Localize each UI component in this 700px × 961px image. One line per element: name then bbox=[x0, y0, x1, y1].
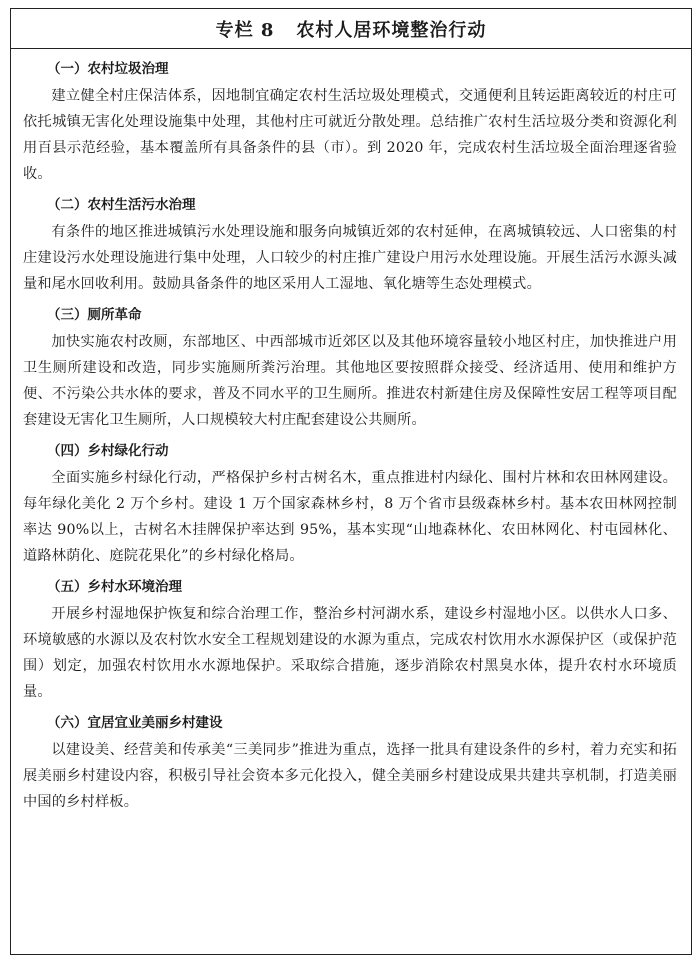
section-heading-1: （一）农村垃圾治理 bbox=[47, 61, 169, 77]
section-body-4: 全面实施乡村绿化行动，严格保护乡村古树名木，重点推进村内绿化、围村片林和农田林网建设。每年绿化美化 2 万个乡村。建设 1 万个国家森林乡村，8 万个省市县级森林乡村。基本农田林网控制率达 90%以上，古树名木挂牌保护率达到 95%，基本实现“山地森林化、农田林网化、村屯园林化、道路林荫化、庭院花果化”的乡村绿化格局。 bbox=[23, 470, 677, 564]
section-heading-2: （二）农村生活污水治理 bbox=[47, 197, 196, 213]
column-title: 农村人居环境整治行动 bbox=[296, 19, 487, 41]
section-body-3: 加快实施农村改厕，东部地区、中西部城市近郊区以及其他环境容量较小地区村庄，加快推进户用卫生厕所建设和改造，同步实施厕所粪污治理。其他地区要按照群众接受、经济适用、使用和维护方便、不污染公共水体的要求，普及不同水平的卫生厕所。推进农村新建住房及保障性安居工程等项目配套建设无害化卫生厕所，人口规模较大村庄配套建设公共厕所。 bbox=[23, 334, 677, 428]
section-body-1: 建立健全村庄保洁体系，因地制宜确定农村生活垃圾处理模式，交通便利且转运距离较近的村庄可依托城镇无害化处理设施集中处理，其他村庄可就近分散处理。总结推广农村生活垃圾分类和资源化利用百县示范经验，基本覆盖所有具备条件的县（市）。到 2020 年，完成农村生活垃圾全面治理逐省验收。 bbox=[23, 88, 677, 182]
column-box bbox=[10, 8, 692, 955]
column-content bbox=[11, 49, 691, 815]
section-heading-3: （三）厕所革命 bbox=[47, 307, 142, 323]
column-label: 专栏 8 bbox=[215, 19, 275, 41]
column-title-bar bbox=[11, 9, 691, 49]
section-heading-4: （四）乡村绿化行动 bbox=[47, 443, 169, 459]
section-heading-5: （五）乡村水环境治理 bbox=[47, 579, 182, 595]
section-heading-6: （六）宜居宜业美丽乡村建设 bbox=[47, 715, 223, 731]
section-body-6: 以建设美、经营美和传承美“三美同步”推进为重点，选择一批具有建设条件的乡村，着力充实和拓展美丽乡村建设内容，积极引导社会资本多元化投入，健全美丽乡村建设成果共建共享机制，打造美丽中国的乡村样板。 bbox=[23, 742, 677, 810]
section-body-2: 有条件的地区推进城镇污水处理设施和服务向城镇近郊的农村延伸，在离城镇较远、人口密集的村庄建设污水处理设施进行集中处理，人口较少的村庄推广建设户用污水处理设施。开展生活污水源头减量和尾水回收利用。鼓励具备条件的地区采用人工湿地、氧化塘等生态处理模式。 bbox=[23, 224, 677, 292]
section-body-5: 开展乡村湿地保护恢复和综合治理工作，整治乡村河湖水系，建设乡村湿地小区。以供水人口多、环境敏感的水源以及农村饮水安全工程规划建设的水源为重点，完成农村饮用水水源保护区（或保护范围）划定，加强农村饮用水水源地保护。采取综合措施，逐步消除农村黑臭水体，提升农村水环境质量。 bbox=[23, 606, 677, 700]
